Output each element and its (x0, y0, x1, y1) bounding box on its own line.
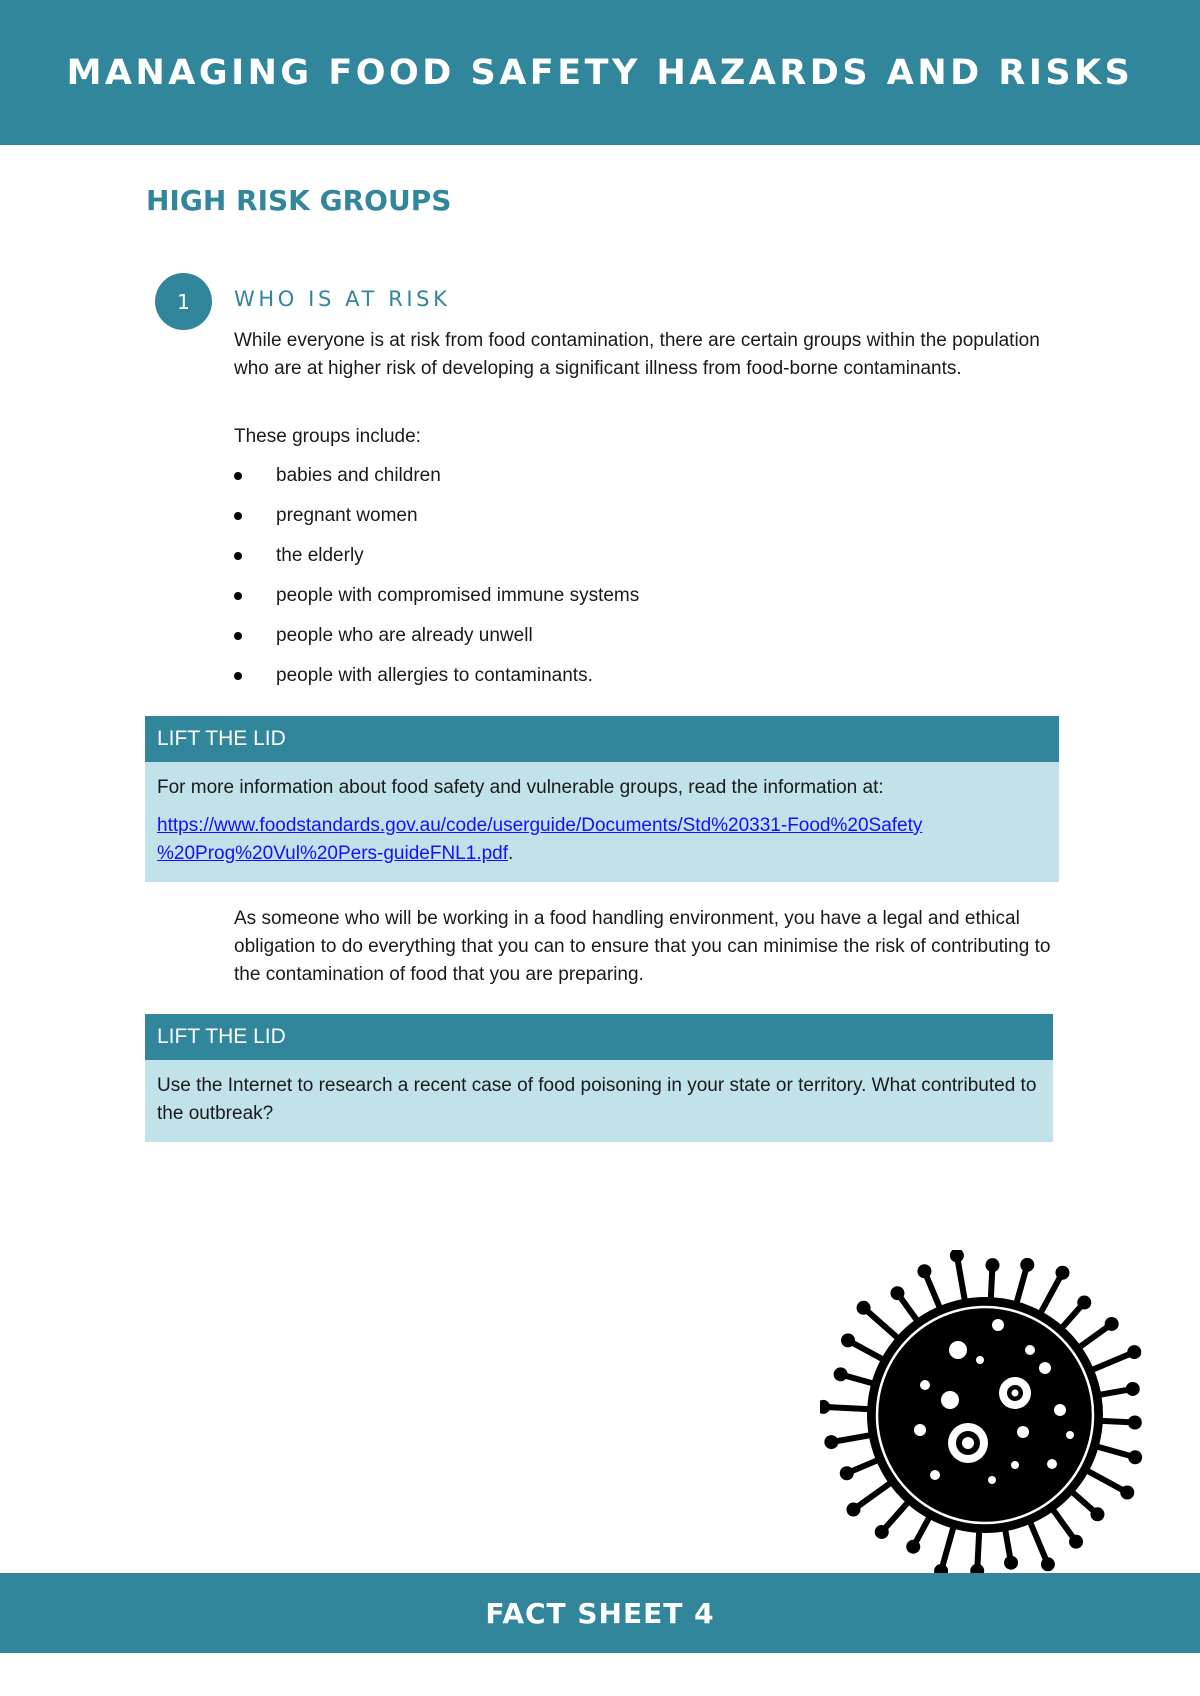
groups-label: These groups include: (234, 426, 421, 447)
list-item (234, 502, 639, 542)
foodstandards-link[interactable] (157, 815, 922, 864)
list-item (234, 542, 639, 582)
document-title: MANAGING FOOD SAFETY HAZARDS AND RISKS (66, 52, 1134, 93)
virus-spike-tip (834, 1367, 848, 1381)
virus-spike (1028, 1518, 1047, 1564)
virus-spike-tip (890, 1286, 904, 1300)
header-bar (0, 0, 1200, 145)
callout-text: Use the Internet to research a recent case of food poisoning in your state or territory. What contributed to the outbreak? (157, 1075, 1037, 1124)
callout-body (145, 1060, 1053, 1142)
list-item-text: pregnant women (276, 505, 418, 526)
virus-spike-tip (1020, 1258, 1034, 1272)
lift-the-lid-callout-1 (145, 716, 1059, 882)
virus-spike-tip (1105, 1317, 1119, 1331)
link-suffix: . (508, 843, 514, 864)
bullet-icon (234, 472, 242, 480)
virus-spike-tip (1077, 1296, 1091, 1310)
virus-spike-tip (985, 1258, 999, 1272)
section-title: HIGH RISK GROUPS (146, 184, 452, 217)
virus-spike (1039, 1273, 1063, 1317)
list-item-text: people with allergies to contaminants. (276, 665, 593, 686)
link-text-line-2: %20Prog%20Vul%20Pers-guideFNL1.pdf (157, 843, 509, 864)
virus-spike (823, 1407, 873, 1409)
callout-link-paragraph (157, 812, 1047, 868)
list-item (234, 582, 639, 622)
callout-heading: LIFT THE LID (145, 1014, 1053, 1060)
link-text-line-1: https://www.foodstandards.gov.au/code/userguide/Documents/Std%20331-Food%20Safety (157, 815, 923, 836)
list-item-text: people with compromised immune systems (276, 585, 640, 606)
bullet-icon (234, 512, 242, 520)
virus-spike (941, 1523, 955, 1571)
virus-spike-tip (857, 1301, 871, 1315)
virus-spike-tip (1055, 1266, 1069, 1280)
virus-icon (820, 1250, 1150, 1580)
step-number-badge: 1 (155, 273, 212, 330)
list-item-text: the elderly (276, 545, 364, 566)
virus-spike-tip (841, 1333, 855, 1347)
virus-spike-tip (824, 1435, 838, 1449)
legal-obligation-paragraph: As someone who will be working in a food handling environment, you have a legal and ethical obligation to do everything that you can to ensure that you can minimise the risk of contributing to the contamination of food that you are preparing. (234, 908, 1051, 985)
bullet-icon (234, 632, 242, 640)
virus-spike-tip (1128, 1450, 1142, 1464)
virus-spike-tip (1090, 1507, 1104, 1521)
virus-spike-tip (875, 1525, 889, 1539)
list-item-text: babies and children (276, 465, 441, 486)
lift-the-lid-callout-2 (145, 1014, 1053, 1142)
virus-spike-tip (1069, 1535, 1083, 1549)
bullet-icon (234, 672, 242, 680)
virus-spike-tip (1004, 1556, 1018, 1570)
bullet-icon (234, 592, 242, 600)
risk-groups-list (234, 462, 639, 702)
virus-spike-tip (846, 1503, 860, 1517)
virus-spike (1083, 1469, 1127, 1493)
intro-paragraph: While everyone is at risk from food contamination, there are certain groups within the population who are at higher risk of developing a significant illness from food-borne contaminants. (234, 330, 1040, 379)
step-title: WHO IS AT RISK (234, 287, 451, 311)
virus-spike-tip (1041, 1557, 1055, 1571)
virus-body (867, 1297, 1103, 1533)
virus-spike-tip (950, 1250, 964, 1262)
virus-spike-tip (906, 1540, 920, 1554)
virus-spike-tip (1126, 1382, 1140, 1396)
virus-spike-tip (820, 1400, 830, 1414)
callout-text: For more information about food safety and vulnerable groups, read the information at: (157, 777, 884, 798)
virus-spike-tip (1127, 1345, 1141, 1359)
footer-bar (0, 1573, 1200, 1653)
callout-body (145, 762, 1059, 882)
list-item-text: people who are already unwell (276, 625, 533, 646)
virus-spike (957, 1255, 966, 1304)
virus-spike (1088, 1352, 1134, 1371)
virus-spike-tip (1120, 1485, 1134, 1499)
virus-spike-tip (917, 1264, 931, 1278)
bullet-icon (234, 552, 242, 560)
list-item (234, 462, 639, 502)
callout-heading: LIFT THE LID (145, 716, 1059, 762)
virus-spike-tip (840, 1466, 854, 1480)
fact-sheet-label: FACT SHEET 4 (485, 1596, 715, 1630)
list-item (234, 662, 639, 702)
virus-spike (864, 1308, 901, 1341)
virus-spike-tip (1128, 1415, 1142, 1429)
list-item (234, 622, 639, 662)
virus-spike (853, 1480, 894, 1509)
